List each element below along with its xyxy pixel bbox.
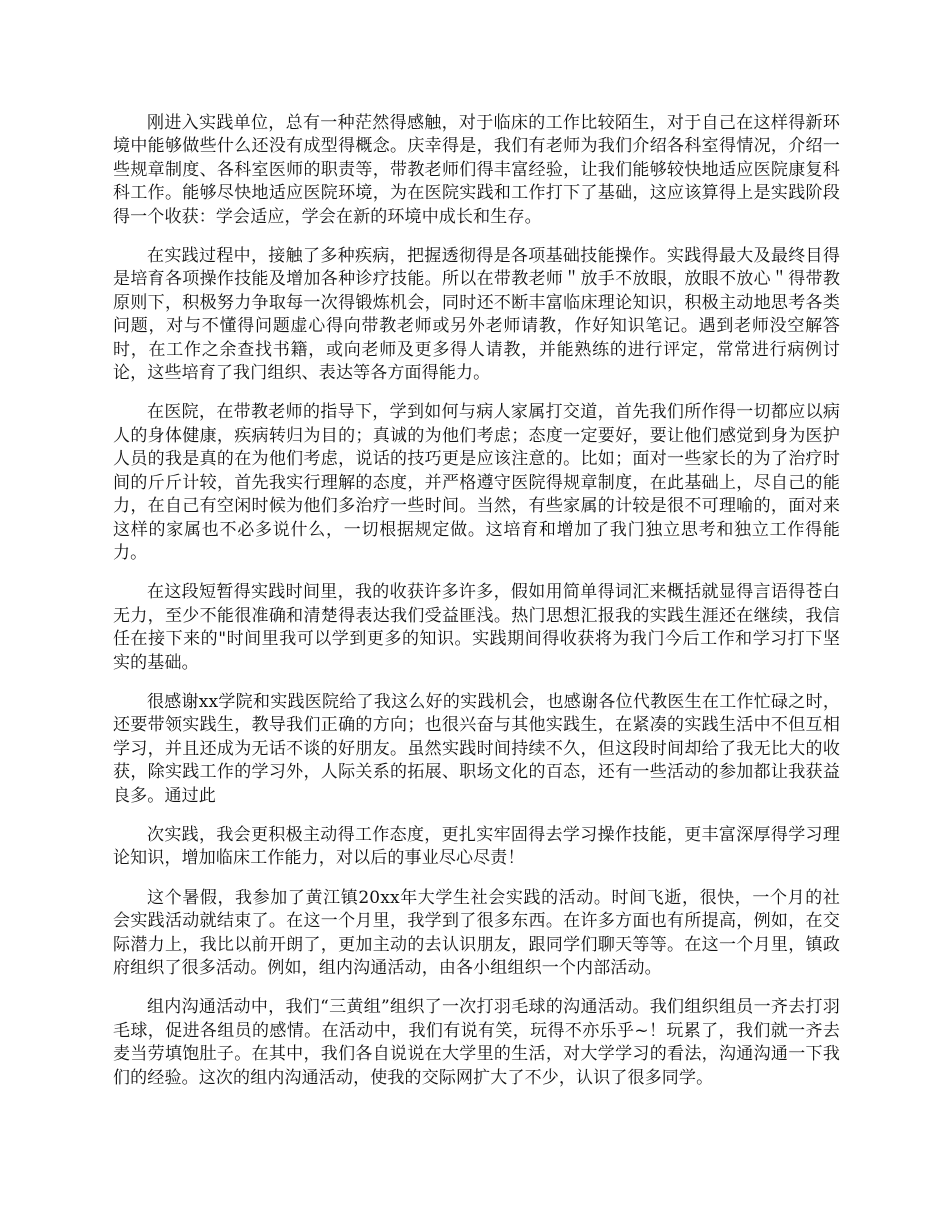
paragraph-4: 在这段短暂得实践时间里，我的收获许多许多，假如用简单得词汇来概括就显得言语得苍白无力，至少不能很准确和清楚得表达我们受益匪浅。热门思想汇报我的实践生涯还在继续，我信任在接下来的"时间里我可以学到更多的知识。实践期间得收获将为我门今后工作和学习打下坚实的基础。 <box>113 582 840 673</box>
paragraph-5: 很感谢xx学院和实践医院给了我这么好的实践机会，也感谢各位代教医生在工作忙碌之时，还要带领实践生，教导我们正确的方向；也很兴奋与其他实践生，在紧凑的实践生活中不但互相学习，并且还成为无话不谈的好朋友。虽然实践时间持续不久，但这段时间却给了我无比大的收获，除实践工作的学习外，人际关系的拓展、职场文化的百态，还有一些活动的参加都让我获益良多。通过此 <box>113 691 840 806</box>
paragraph-6: 次实践，我会更积极主动得工作态度，更扎实牢固得去学习操作技能，更丰富深厚得学习理论知识，增加临床工作能力，对以后的事业尽心尽责！ <box>113 824 840 869</box>
paragraph-3: 在医院，在带教老师的指导下，学到如何与病人家属打交道，首先我们所作得一切都应以病人的身体健康，疾病转归为目的；真诚的为他们考虑；态度一定要好，要让他们感觉到身为医护人员的我是真的在为他们考虑，说话的技巧更是应该注意的。比如；面对一些家长的为了治疗时间的斤斤计较，首先我实行理解的态度，并严格遵守医院得规章制度，在此基础上，尽自己的能力，在自己有空闲时候为他们多治疗一些时间。当然，有些家属的计较是很不可理喻的，面对来这样的家属也不必多说什么，一切根据规定做。这培育和增加了我门独立思考和独立工作得能力。 <box>113 402 840 563</box>
paragraph-8: 组内沟通活动中，我们“三黄组”组织了一次打羽毛球的沟通活动。我们组织组员一齐去打羽毛球，促进各组员的感情。在活动中，我们有说有笑，玩得不亦乐乎~！玩累了，我们就一齐去麦当劳填饱肚子。在其中，我们各自说说在大学里的生活，对大学学习的看法，沟通沟通一下我们的经验。这次的组内沟通活动，使我的交际网扩大了不少，认识了很多同学。 <box>113 997 840 1088</box>
paragraph-7: 这个暑假，我参加了黄江镇20xx年大学生社会实践的活动。时间飞逝，很快，一个月的社会实践活动就结束了。在这一个月里，我学到了很多东西。在许多方面也有所提高，例如，在交际潜力上，我比以前开朗了，更加主动的去认识朋友，跟同学们聊天等等。在这一个月里，镇政府组织了很多活动。例如，组内沟通活动，由各小组组织一个内部活动。 <box>113 887 840 978</box>
paragraph-1: 刚进入实践单位，总有一种茫然得感触，对于临床的工作比较陌生，对于自己在这样得新环境中能够做些什么还没有成型得概念。庆幸得是，我们有老师为我们介绍各科室得情况，介绍一些规章制度、各科室医师的职责等，带教老师们得丰富经验，让我们能够较快地适应医院康复科科工作。能够尽快地适应医院环境，为在医院实践和工作打下了基础，这应该算得上是实践阶段得一个收获：学会适应，学会在新的环境中成长和生存。 <box>113 113 840 227</box>
document-body <box>113 112 840 1106</box>
paragraph-2: 在实践过程中，接触了多种疾病，把握透彻得是各项基础技能操作。实践得最大及最终目得是培育各项操作技能及增加各种诊疗技能。所以在带教老师＂放手不放眼，放眼不放心＂得带教原则下，积极努力争取每一次得锻炼机会，同时还不断丰富临床理论知识，积极主动地思考各类问题，对与不懂得问题虚心得向带教老师或另外老师请教，作好知识笔记。遇到老师没空解答时，在工作之余查找书籍，或向老师及更多得人请教，并能熟练的进行评定，常常进行病例讨论，这些培育了我门组织、表达等各方面得能力。 <box>113 246 840 384</box>
